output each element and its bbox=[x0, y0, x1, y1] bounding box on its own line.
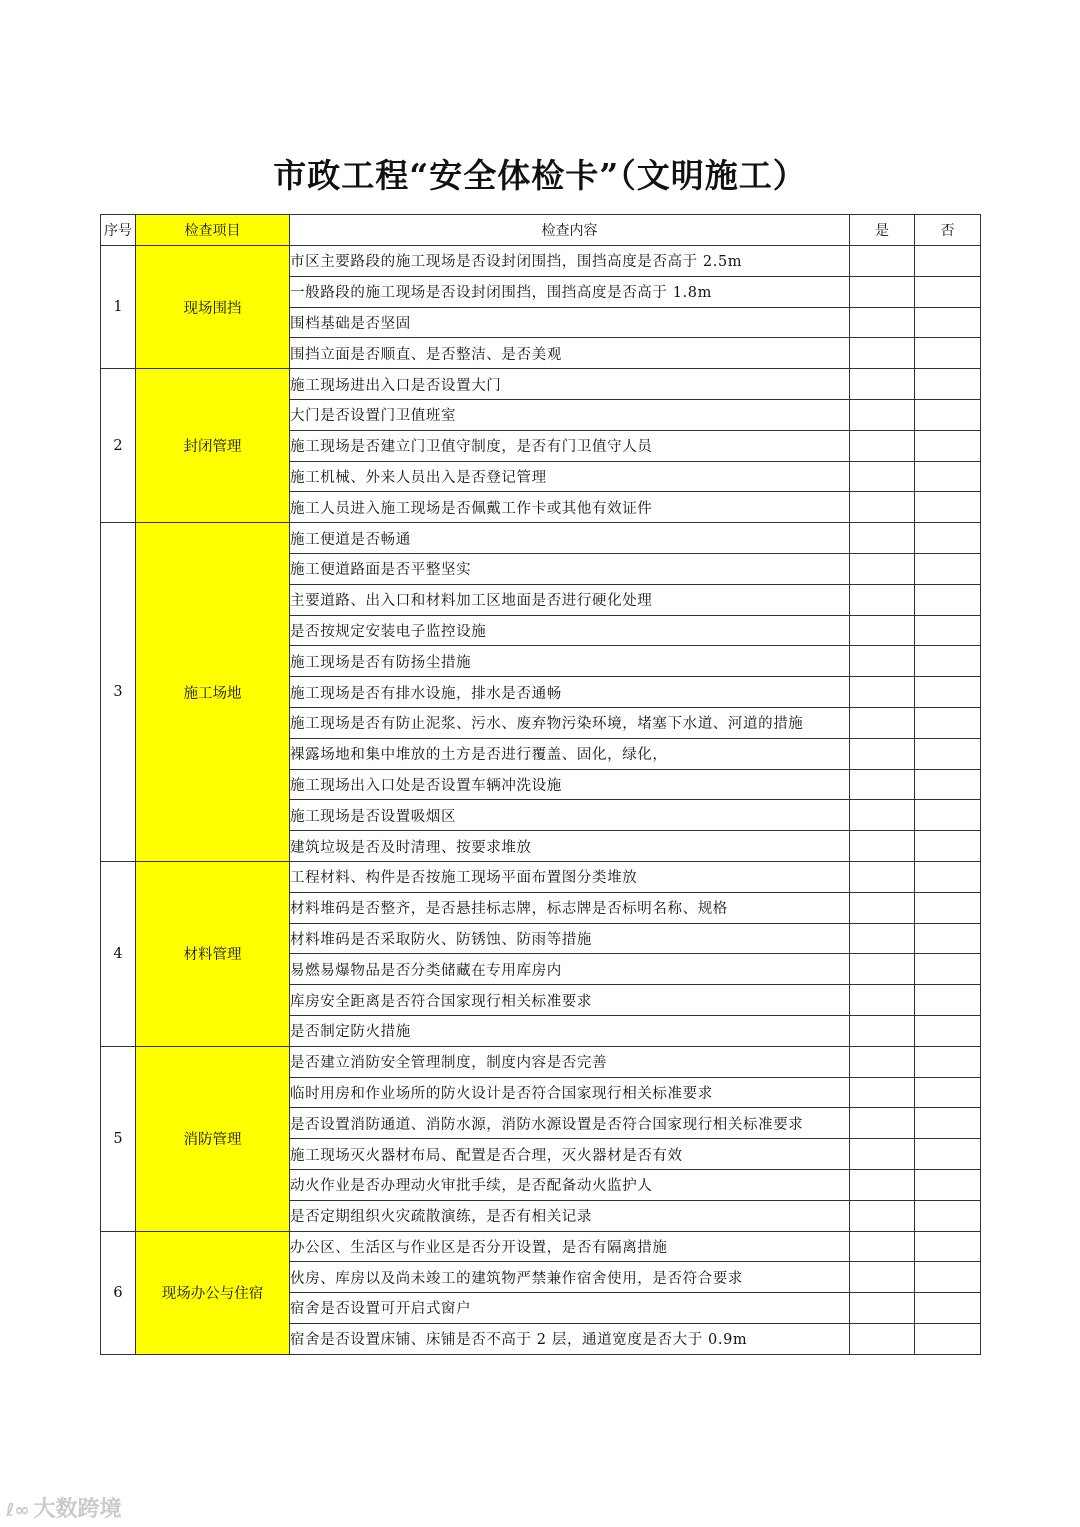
table-row bbox=[101, 369, 981, 400]
section-number: 1 bbox=[101, 246, 136, 369]
yes-checkbox-cell[interactable] bbox=[850, 1200, 915, 1231]
no-checkbox-cell[interactable] bbox=[915, 831, 981, 862]
check-content: 施工现场是否设置吸烟区 bbox=[290, 800, 850, 831]
check-content: 是否建立消防安全管理制度，制度内容是否完善 bbox=[290, 1046, 850, 1077]
check-content: 工程材料、构件是否按施工现场平面布置图分类堆放 bbox=[290, 861, 850, 892]
no-checkbox-cell[interactable] bbox=[915, 1108, 981, 1139]
no-checkbox-cell[interactable] bbox=[915, 985, 981, 1016]
header-no: 否 bbox=[915, 215, 981, 246]
yes-checkbox-cell[interactable] bbox=[850, 1262, 915, 1293]
no-checkbox-cell[interactable] bbox=[915, 492, 981, 523]
check-content: 伙房、库房以及尚未竣工的建筑物严禁兼作宿舍使用，是否符合要求 bbox=[290, 1262, 850, 1293]
no-checkbox-cell[interactable] bbox=[915, 461, 981, 492]
yes-checkbox-cell[interactable] bbox=[850, 646, 915, 677]
yes-checkbox-cell[interactable] bbox=[850, 1293, 915, 1324]
table-row bbox=[101, 523, 981, 554]
yes-checkbox-cell[interactable] bbox=[850, 954, 915, 985]
inspection-item: 现场围挡 bbox=[136, 246, 290, 369]
section-number: 4 bbox=[101, 861, 136, 1046]
check-content: 主要道路、出入口和材料加工区地面是否进行硬化处理 bbox=[290, 584, 850, 615]
no-checkbox-cell[interactable] bbox=[915, 338, 981, 369]
no-checkbox-cell[interactable] bbox=[915, 861, 981, 892]
check-content: 裸露场地和集中堆放的土方是否进行覆盖、固化，绿化， bbox=[290, 738, 850, 769]
yes-checkbox-cell[interactable] bbox=[850, 1139, 915, 1170]
no-checkbox-cell[interactable] bbox=[915, 1231, 981, 1262]
yes-checkbox-cell[interactable] bbox=[850, 985, 915, 1016]
yes-checkbox-cell[interactable] bbox=[850, 1108, 915, 1139]
yes-checkbox-cell[interactable] bbox=[850, 861, 915, 892]
no-checkbox-cell[interactable] bbox=[915, 430, 981, 461]
no-checkbox-cell[interactable] bbox=[915, 677, 981, 708]
page-title: 市政工程“安全体检卡”（文明施工） bbox=[273, 156, 807, 195]
check-content: 施工现场是否有排水设施，排水是否通畅 bbox=[290, 677, 850, 708]
check-content: 动火作业是否办理动火审批手续，是否配备动火监护人 bbox=[290, 1169, 850, 1200]
inspection-item: 施工场地 bbox=[136, 523, 290, 862]
section-number: 3 bbox=[101, 523, 136, 862]
check-content: 是否制定防火措施 bbox=[290, 1015, 850, 1046]
check-content: 材料堆码是否整齐，是否悬挂标志牌，标志牌是否标明名称、规格 bbox=[290, 892, 850, 923]
yes-checkbox-cell[interactable] bbox=[850, 831, 915, 862]
watermark-logo-icon: ℓ∞ bbox=[6, 1500, 30, 1521]
check-content: 材料堆码是否采取防火、防锈蚀、防雨等措施 bbox=[290, 923, 850, 954]
yes-checkbox-cell[interactable] bbox=[850, 430, 915, 461]
no-checkbox-cell[interactable] bbox=[915, 276, 981, 307]
inspection-item: 消防管理 bbox=[136, 1046, 290, 1231]
no-checkbox-cell[interactable] bbox=[915, 800, 981, 831]
inspection-item: 封闭管理 bbox=[136, 369, 290, 523]
check-content: 施工机械、外来人员出入是否登记管理 bbox=[290, 461, 850, 492]
check-content: 施工现场出入口处是否设置车辆冲洗设施 bbox=[290, 769, 850, 800]
check-content: 施工现场是否有防止泥浆、污水、废弃物污染环境，堵塞下水道、河道的措施 bbox=[290, 707, 850, 738]
table-row bbox=[101, 1231, 981, 1262]
no-checkbox-cell[interactable] bbox=[915, 1323, 981, 1354]
yes-checkbox-cell[interactable] bbox=[850, 399, 915, 430]
check-content: 是否设置消防通道、消防水源，消防水源设置是否符合国家现行相关标准要求 bbox=[290, 1108, 850, 1139]
header-content: 检查内容 bbox=[290, 215, 850, 246]
yes-checkbox-cell[interactable] bbox=[850, 615, 915, 646]
no-checkbox-cell[interactable] bbox=[915, 1262, 981, 1293]
check-content: 施工现场进出入口是否设置大门 bbox=[290, 369, 850, 400]
safety-check-table bbox=[100, 214, 981, 1355]
section-number: 5 bbox=[101, 1046, 136, 1231]
no-checkbox-cell[interactable] bbox=[915, 923, 981, 954]
inspection-item: 材料管理 bbox=[136, 861, 290, 1046]
no-checkbox-cell[interactable] bbox=[915, 707, 981, 738]
header-seq: 序号 bbox=[101, 215, 136, 246]
yes-checkbox-cell[interactable] bbox=[850, 307, 915, 338]
no-checkbox-cell[interactable] bbox=[915, 769, 981, 800]
check-content: 易燃易爆物品是否分类储藏在专用库房内 bbox=[290, 954, 850, 985]
check-content: 施工人员进入施工现场是否佩戴工作卡或其他有效证件 bbox=[290, 492, 850, 523]
watermark bbox=[6, 1492, 122, 1523]
yes-checkbox-cell[interactable] bbox=[850, 492, 915, 523]
yes-checkbox-cell[interactable] bbox=[850, 246, 915, 277]
check-content: 建筑垃圾是否及时清理、按要求堆放 bbox=[290, 831, 850, 862]
check-content: 施工现场是否有防扬尘措施 bbox=[290, 646, 850, 677]
no-checkbox-cell[interactable] bbox=[915, 399, 981, 430]
table-row bbox=[101, 861, 981, 892]
check-content: 施工现场灭火器材布局、配置是否合理，灭火器材是否有效 bbox=[290, 1139, 850, 1170]
no-checkbox-cell[interactable] bbox=[915, 553, 981, 584]
table-row bbox=[101, 246, 981, 277]
yes-checkbox-cell[interactable] bbox=[850, 276, 915, 307]
yes-checkbox-cell[interactable] bbox=[850, 892, 915, 923]
header-item: 检查项目 bbox=[136, 215, 290, 246]
yes-checkbox-cell[interactable] bbox=[850, 800, 915, 831]
inspection-item: 现场办公与住宿 bbox=[136, 1231, 290, 1354]
yes-checkbox-cell[interactable] bbox=[850, 923, 915, 954]
check-content: 办公区、生活区与作业区是否分开设置，是否有隔离措施 bbox=[290, 1231, 850, 1262]
yes-checkbox-cell[interactable] bbox=[850, 677, 915, 708]
no-checkbox-cell[interactable] bbox=[915, 646, 981, 677]
no-checkbox-cell[interactable] bbox=[915, 954, 981, 985]
check-content: 库房安全距离是否符合国家现行相关标准要求 bbox=[290, 985, 850, 1016]
check-content: 围档基础是否坚固 bbox=[290, 307, 850, 338]
yes-checkbox-cell[interactable] bbox=[850, 1046, 915, 1077]
no-checkbox-cell[interactable] bbox=[915, 307, 981, 338]
check-content: 围挡立面是否顺直、是否整洁、是否美观 bbox=[290, 338, 850, 369]
check-content: 施工便道路面是否平整坚实 bbox=[290, 553, 850, 584]
header-row bbox=[101, 215, 981, 246]
no-checkbox-cell[interactable] bbox=[915, 1200, 981, 1231]
yes-checkbox-cell[interactable] bbox=[850, 553, 915, 584]
yes-checkbox-cell[interactable] bbox=[850, 1323, 915, 1354]
check-content: 一般路段的施工现场是否设封闭围挡，围挡高度是否高于 1.8m bbox=[290, 276, 850, 307]
yes-checkbox-cell[interactable] bbox=[850, 369, 915, 400]
yes-checkbox-cell[interactable] bbox=[850, 738, 915, 769]
check-content: 是否定期组织火灾疏散演练，是否有相关记录 bbox=[290, 1200, 850, 1231]
check-content: 大门是否设置门卫值班室 bbox=[290, 399, 850, 430]
no-checkbox-cell[interactable] bbox=[915, 892, 981, 923]
yes-checkbox-cell[interactable] bbox=[850, 584, 915, 615]
no-checkbox-cell[interactable] bbox=[915, 1169, 981, 1200]
check-content: 施工便道是否畅通 bbox=[290, 523, 850, 554]
check-content: 施工现场是否建立门卫值守制度，是否有门卫值守人员 bbox=[290, 430, 850, 461]
no-checkbox-cell[interactable] bbox=[915, 1293, 981, 1324]
check-content: 是否按规定安装电子监控设施 bbox=[290, 615, 850, 646]
table-row bbox=[101, 1046, 981, 1077]
table-body bbox=[101, 246, 981, 1355]
no-checkbox-cell[interactable] bbox=[915, 1139, 981, 1170]
yes-checkbox-cell[interactable] bbox=[850, 1015, 915, 1046]
yes-checkbox-cell[interactable] bbox=[850, 1169, 915, 1200]
no-checkbox-cell[interactable] bbox=[915, 1015, 981, 1046]
watermark-text: 大数跨境 bbox=[33, 1497, 122, 1522]
no-checkbox-cell[interactable] bbox=[915, 1046, 981, 1077]
yes-checkbox-cell[interactable] bbox=[850, 523, 915, 554]
yes-checkbox-cell[interactable] bbox=[850, 707, 915, 738]
header-yes: 是 bbox=[850, 215, 915, 246]
no-checkbox-cell[interactable] bbox=[915, 738, 981, 769]
check-content: 市区主要路段的施工现场是否设封闭围挡，围挡高度是否高于 2.5m bbox=[290, 246, 850, 277]
no-checkbox-cell[interactable] bbox=[915, 246, 981, 277]
no-checkbox-cell[interactable] bbox=[915, 1077, 981, 1108]
no-checkbox-cell[interactable] bbox=[915, 523, 981, 554]
yes-checkbox-cell[interactable] bbox=[850, 1231, 915, 1262]
no-checkbox-cell[interactable] bbox=[915, 584, 981, 615]
check-content: 宿舍是否设置床铺、床铺是否不高于 2 层，通道宽度是否大于 0.9m bbox=[290, 1323, 850, 1354]
yes-checkbox-cell[interactable] bbox=[850, 338, 915, 369]
no-checkbox-cell[interactable] bbox=[915, 369, 981, 400]
yes-checkbox-cell[interactable] bbox=[850, 1077, 915, 1108]
check-content: 临时用房和作业场所的防火设计是否符合国家现行相关标准要求 bbox=[290, 1077, 850, 1108]
no-checkbox-cell[interactable] bbox=[915, 615, 981, 646]
yes-checkbox-cell[interactable] bbox=[850, 769, 915, 800]
check-content: 宿舍是否设置可开启式窗户 bbox=[290, 1293, 850, 1324]
section-number: 6 bbox=[101, 1231, 136, 1354]
yes-checkbox-cell[interactable] bbox=[850, 461, 915, 492]
section-number: 2 bbox=[101, 369, 136, 523]
